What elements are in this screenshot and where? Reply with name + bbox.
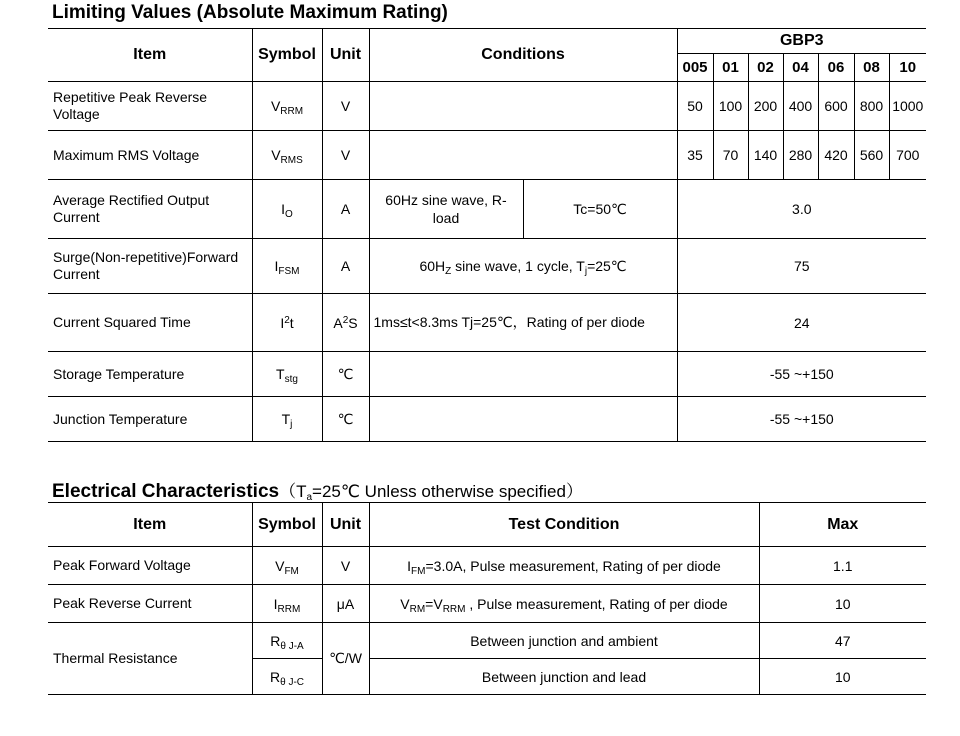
header-gbp3: GBP3	[677, 29, 926, 54]
header-test-condition: Test Condition	[369, 503, 759, 547]
grade-06: 06	[818, 54, 854, 82]
row-symbol: $I_{FSM}$	[252, 239, 322, 294]
row-max: 1.1	[759, 547, 926, 585]
row-value: 50	[677, 82, 713, 131]
row-condition	[369, 397, 677, 442]
table-row	[48, 239, 926, 294]
row-value: 24	[677, 294, 926, 352]
row-symbol: $V_{RRM}$	[252, 82, 322, 131]
row-value: 70	[713, 131, 748, 180]
header-symbol: Symbol	[252, 503, 322, 547]
row-condition	[369, 352, 677, 397]
row-value: 200	[748, 82, 783, 131]
row-unit: V	[322, 82, 369, 131]
row-test-condition: $I_{FM}=3.0A$, Pulse measurement, Rating of per diode	[369, 547, 759, 585]
electrical-characteristics-title	[52, 477, 583, 503]
row-item: Maximum RMS Voltage	[48, 131, 252, 180]
row-value: 35	[677, 131, 713, 180]
row-symbol: $V_{FM}$	[252, 547, 322, 585]
row-item: Surge(Non-repetitive)Forward Current	[48, 239, 252, 294]
row-item: Average Rectified Output Current	[48, 180, 252, 239]
row-item: Peak Reverse Current	[48, 585, 252, 623]
row-symbol: $T_{stg}$	[252, 352, 322, 397]
row-value: 600	[818, 82, 854, 131]
row-condition	[369, 131, 677, 180]
row-symbol: $I_{RRM}$	[252, 585, 322, 623]
row-item: Repetitive Peak Reverse Voltage	[48, 82, 252, 131]
row-symbol: $I^2t$	[252, 294, 322, 352]
grade-10: 10	[889, 54, 926, 82]
header-unit: Unit	[322, 29, 369, 82]
row-unit: ℃	[322, 352, 369, 397]
row-value: 560	[854, 131, 889, 180]
row-symbol: $R_{\theta J-A}$	[252, 623, 322, 659]
grade-01: 01	[713, 54, 748, 82]
table-row	[48, 623, 926, 659]
row-test-condition: Between junction and lead	[369, 659, 759, 695]
row-max: 47	[759, 623, 926, 659]
row-value: -55 ~+150	[677, 352, 926, 397]
row-max: 10	[759, 585, 926, 623]
row-symbol: $T_j$	[252, 397, 322, 442]
grade-08: 08	[854, 54, 889, 82]
row-item: Thermal Resistance	[48, 623, 252, 695]
table-row	[48, 547, 926, 585]
row-value: -55 ~+150	[677, 397, 926, 442]
table-row	[48, 294, 926, 352]
row-condition	[369, 82, 677, 131]
table-row	[48, 180, 926, 239]
row-value: 1000	[889, 82, 926, 131]
row-item: Current Squared Time	[48, 294, 252, 352]
row-unit: μA	[322, 585, 369, 623]
row-unit: A	[322, 239, 369, 294]
electrical-subtitle: （$T_a=25℃$ Unless otherwise specified）	[279, 482, 583, 503]
row-value: 140	[748, 131, 783, 180]
row-value: 280	[783, 131, 818, 180]
row-max: 10	[759, 659, 926, 695]
grade-005: 005	[677, 54, 713, 82]
row-condition: $60H_Z$ sine wave, 1 cycle, $T_j=25℃$	[369, 239, 677, 294]
row-value: 3.0	[677, 180, 926, 239]
row-value: 420	[818, 131, 854, 180]
grade-02: 02	[748, 54, 783, 82]
row-condition-a: 60Hz sine wave, R-load	[369, 180, 523, 239]
header-item: Item	[48, 29, 252, 82]
table-row	[48, 352, 926, 397]
table-row	[48, 131, 926, 180]
row-unit: $A^2S$	[322, 294, 369, 352]
table-row	[48, 82, 926, 131]
row-test-condition: Between junction and ambient	[369, 623, 759, 659]
row-symbol: $V_{RMS}$	[252, 131, 322, 180]
row-condition: 1ms≤t<8.3ms Tj=25℃，Rating of per diode	[369, 294, 677, 352]
row-unit: A	[322, 180, 369, 239]
row-unit: V	[322, 547, 369, 585]
header-unit: Unit	[322, 503, 369, 547]
row-value: 800	[854, 82, 889, 131]
row-value: 700	[889, 131, 926, 180]
row-item: Junction Temperature	[48, 397, 252, 442]
row-test-condition: $V_{RM}=V_{RRM}$ , Pulse measurement, Rating of per diode	[369, 585, 759, 623]
limiting-values-table	[48, 28, 926, 442]
electrical-title-text: Electrical Characteristics	[52, 481, 280, 502]
header-symbol: Symbol	[252, 29, 322, 82]
header-conditions: Conditions	[369, 29, 677, 82]
row-symbol: $I_O$	[252, 180, 322, 239]
row-value: 400	[783, 82, 818, 131]
row-value: 75	[677, 239, 926, 294]
table-row	[48, 397, 926, 442]
row-item: Peak Forward Voltage	[48, 547, 252, 585]
electrical-characteristics-table	[48, 502, 926, 695]
grade-04: 04	[783, 54, 818, 82]
table-row	[48, 585, 926, 623]
row-condition-b: Tc=50℃	[523, 180, 677, 239]
header-max: Max	[759, 503, 926, 547]
header-item: Item	[48, 503, 252, 547]
row-item: Storage Temperature	[48, 352, 252, 397]
row-value: 100	[713, 82, 748, 131]
limiting-values-title: Limiting Values (Absolute Maximum Rating)	[52, 2, 448, 23]
row-unit: ℃/W	[322, 623, 369, 695]
row-symbol: $R_{\theta J-C}$	[252, 659, 322, 695]
row-unit: ℃	[322, 397, 369, 442]
row-unit: V	[322, 131, 369, 180]
